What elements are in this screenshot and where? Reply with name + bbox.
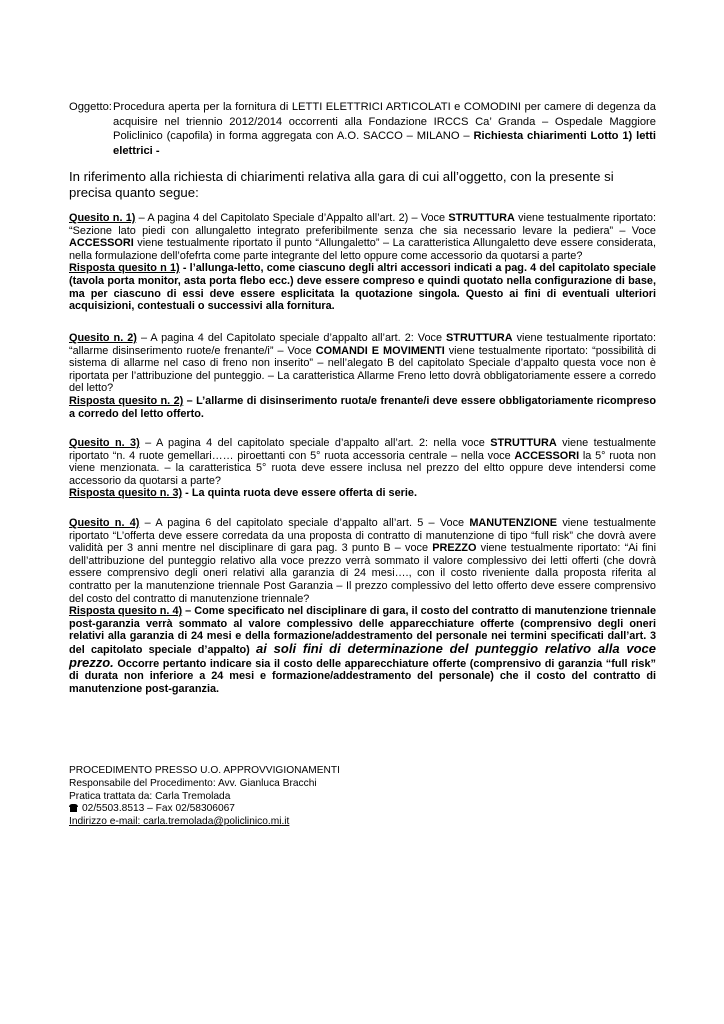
- question-2-keyword-1: STRUTTURA: [446, 332, 513, 344]
- answer-1-label: Risposta quesito n 1): [69, 262, 180, 275]
- footer-contacts: [69, 765, 469, 829]
- answer-3-label: Risposta quesito n. 3): [69, 487, 183, 500]
- answer-4-text-a: – Come specificato nel disciplinare di gara, il costo del contratto di manutenzione triennale post-garanzia verrà sommato al valore complessivo delle apparecchiature offerte (comprensivo degli oneri relativi alla garanzia di 24 mesi e della formazione/addestramento del personale nei termini specificati dall’art. 3 del capitolato speciale d’appalto): [69, 605, 657, 656]
- question-4-block: [69, 517, 656, 695]
- question-4-text-a: – A pagina 6 del capitolato speciale d’appalto all’art. 5 – Voce: [139, 517, 470, 529]
- question-2-text-b: viene testualmente riportato: “allarme disinserimento ruote/e frenante/i” – Voce: [69, 332, 656, 357]
- question-4-label: Quesito n. 4): [69, 517, 140, 529]
- subject-body: Procedura aperta per la fornitura di LETTI ELETTRICI ARTICOLATI e COMODINI per camere di degenza da acquisire nel triennio 2012/2014 occorrenti alla Fondazione IRCCS Ca’ Granda – Ospedale Maggiore Policlinico (capofila) in forma aggregata con A.O. SACCO – MILANO –: [113, 101, 656, 143]
- question-1-keyword-2: ACCESSORI: [69, 237, 134, 250]
- footer-office: PROCEDIMENTO PRESSO U.O. APPROVVIGIONAMENTI: [69, 765, 340, 776]
- question-1-block: [69, 212, 656, 313]
- subject-bold: Richiesta chiarimenti Lotto 1) letti elettrici -: [113, 130, 656, 157]
- question-1-text-a: – A pagina 4 del Capitolato Speciale d’Appalto all’art. 2) – Voce: [135, 212, 449, 224]
- question-1-keyword-1: STRUTTURA: [448, 212, 515, 224]
- question-4-keyword-1: MANUTENZIONE: [469, 517, 558, 529]
- answer-2-label: Risposta quesito n. 2): [69, 394, 184, 407]
- question-3-text-c: la 5° ruota non viene menzionata. – la caratteristica 5° ruota deve essere inclusa nel prezzo del eltto oppure deve intendersi come accessorio da quotarsi a parte?: [69, 449, 656, 487]
- question-3-text-b: viene testualmente riportato “n. 4 ruote gemellari…… piroettanti con 5° ruota accessoria centrale – nella voce: [69, 437, 656, 462]
- answer-3-text: - La quinta ruota deve essere offerta di serie.: [182, 487, 417, 500]
- footer-email[interactable]: Indirizzo e-mail: carla.tremolada@policlinico.mi.it: [69, 816, 290, 828]
- question-2-block: [69, 332, 656, 420]
- question-4-text-b: viene testualmente riportato “L’offerta deve essere corredata da una proposta di contratto di manutenzione di tipo “full risk” che dovrà avere validità per 3 anni mentre nel disciplinare di gara pag. 3 punto B – voce: [69, 517, 656, 555]
- answer-1-text: - l’allunga-letto, come ciascuno degli altri accessori indicati a pag. 4 del capitolato speciale (tavola porta monitor, asta porta flebo ecc.) deve essere compreso e quindi quotato nella configurazione di base, ma per ciascuno di essi deve essere esplicitata la quotazione singola. Questo ai fini di eventuali ulteriori acquisizioni, contestuali o successivi alla fornitura.: [69, 262, 656, 313]
- question-1-text-b: viene testualmente riportato: “Sezione lato piedi con allungaletto integrato preferibilmente senza che sia necessario levare la pediera” – Voce: [69, 212, 656, 237]
- footer-phone: 02/5503.8513 – Fax 02/58306067: [82, 803, 235, 815]
- answer-2-text: – L’allarme di disinserimento ruota/e frenante/i deve essere obbligatoriamente ricompreso a corredo del letto offerto.: [69, 394, 657, 420]
- subject-text: [113, 100, 656, 158]
- question-4-keyword-2: PREZZO: [432, 542, 477, 555]
- subject-label: Oggetto:: [69, 101, 112, 113]
- question-2-keyword-2: COMANDI E MOVIMENTI: [315, 344, 445, 357]
- answer-4-text-b: Occorre pertanto indicare sia il costo delle apparecchiature offerte (comprensivo di garanzia “full risk” di durata non inferiore a 24 mesi e formazione/addestramento del personale) che il costo del contratto di manutenzione post-garanzia.: [69, 657, 656, 695]
- footer-phone-line: [69, 803, 469, 816]
- question-3-text-a: – A pagina 4 del capitolato speciale d’appalto all’art. 2: nella voce: [139, 437, 491, 449]
- question-1-text-c: viene testualmente riportato il punto “Allungaletto” – La caratteristica Allungaletto deve essere considerata, nella formulazione dell’ofefrta come parte integrante del letto oppure come accessorio da quotarsi a parte?: [69, 237, 656, 262]
- answer-4-label: Risposta quesito n. 4): [69, 605, 183, 618]
- question-3-label: Quesito n. 3): [69, 437, 140, 449]
- question-3-keyword-1: STRUTTURA: [490, 437, 557, 449]
- question-4-text-c: viene testualmente riportato: “Ai fini dell’attribuzione del punteggio relativo alla voce prezzo verrà sommato il valore complessivo dei letti offerti (che dovrà essere comprensivo degli oneri relativi alla garanzia di 24 mesi…., con il costo riveniente dalla proposta riferita al contratto per la manutenzione triennale Post Garanzia – Il prezzo complessivo del letto offerto deve essere comprensivo del costo del contratto di manutenzione triennale?: [69, 542, 657, 605]
- question-2-text-c: viene testualmente riportato: “possibilità di sistema di allarme nel caso di freno non inserito” – nell’alegato B del capitolato Speciale d’appalto questa voce non è riportata per l’attribuzione del punteggio. – La caratteristica Allarme Freno letto dovrà obbligatoriamente essere a corredo del letto?: [69, 344, 656, 395]
- intro-paragraph: In riferimento alla richiesta di chiarimenti relativa alla gara di cui all’oggetto, con la presente si precisa quanto segue:: [69, 169, 614, 201]
- footer-handled-by: Pratica trattata da: Carla Tremolada: [69, 790, 231, 802]
- question-3-keyword-2: ACCESSORI: [514, 449, 580, 462]
- question-2-label: Quesito n. 2): [69, 332, 137, 344]
- answer-4-emphasis: ai soli fini di determinazione del punteggio relativo alla voce prezzo.: [69, 640, 656, 670]
- telephone-icon: [69, 804, 78, 812]
- question-2-text-a: – A pagina 4 del Capitolato speciale d’appalto all’art. 2: Voce: [136, 332, 447, 344]
- subject-block: [69, 100, 656, 158]
- question-3-block: [69, 437, 656, 500]
- question-1-label: Quesito n. 1): [69, 212, 136, 224]
- footer-responsible: Responsabile del Procedimento: Avv. Gianluca Bracchi: [69, 777, 317, 789]
